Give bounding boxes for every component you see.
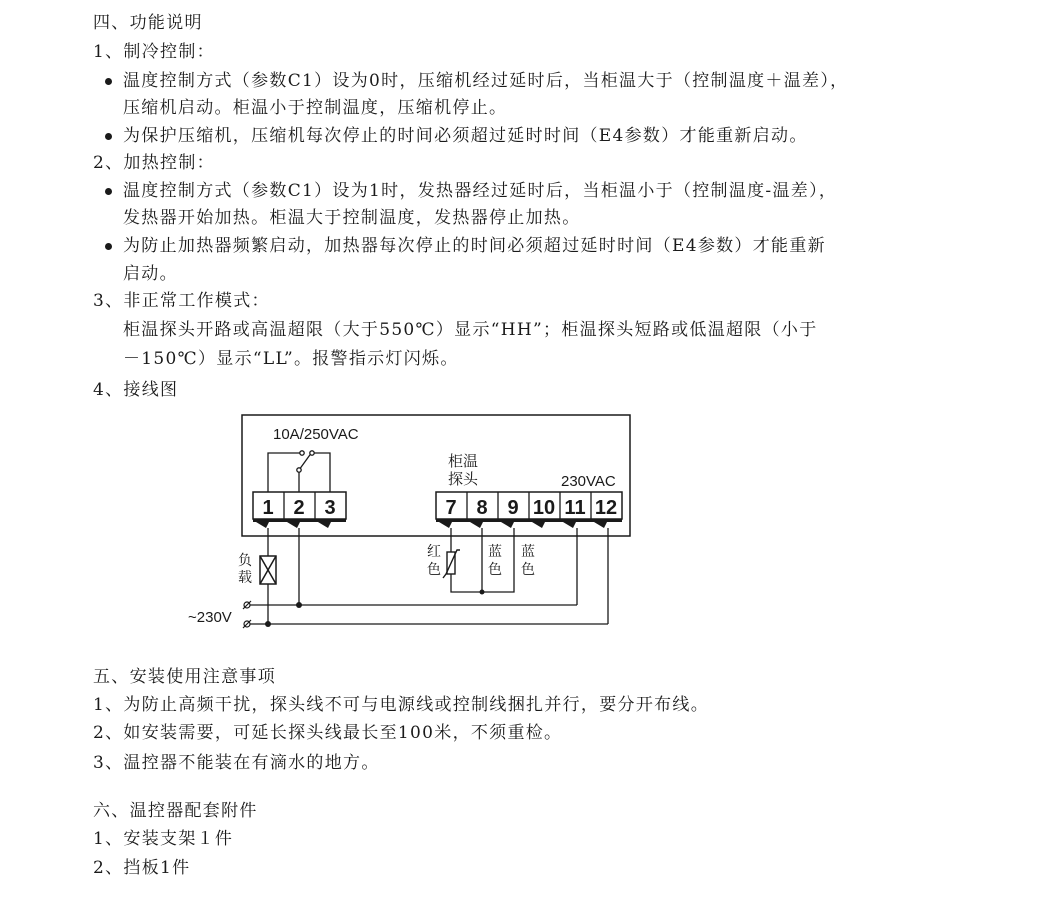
terminal-label-2: 2 xyxy=(293,497,305,519)
mains-input-terminals xyxy=(243,601,268,628)
section-5-heading: 五、安装使用注意事项 xyxy=(93,667,276,687)
cooling-bullet-1-line-1: 温度控制方式（参数C1）设为0时，压缩机经过延时后，当柜温大于（控制温度＋温差）， xyxy=(123,71,849,91)
relay-contact-symbol xyxy=(268,451,330,492)
load-symbol xyxy=(260,556,276,584)
junction-dots xyxy=(265,590,485,628)
cooling-bullet-1-line-2: 压缩机启动。柜温小于控制温度，压缩机停止。 xyxy=(123,98,508,118)
terminal-label-9: 9 xyxy=(507,497,519,519)
terminal-label-12: 12 xyxy=(594,497,618,519)
accessory-item-1: 1、安装支架１件 xyxy=(93,829,234,849)
installation-note-1: 1、为防止高频干扰，探头线不可与电源线或控制线捆扎并行，要分开布线。 xyxy=(93,695,710,715)
heating-bullet-2-line-2: 启动。 xyxy=(123,264,178,284)
installation-note-3: 3、温控器不能装在有滴水的地方。 xyxy=(93,753,380,773)
section-4-heading: 四、功能说明 xyxy=(93,13,203,33)
heating-bullet-2-line-1: 为防止加热器频繁启动，加热器每次停止的时间必须超过延时时间（E4参数）才能重新 xyxy=(123,236,826,256)
accessory-item-2: 2、挡板1件 xyxy=(93,858,191,878)
probe-thermistor-symbol xyxy=(443,550,460,578)
installation-note-2: 2、如安装需要，可延长探头线最长至100米，不须重检。 xyxy=(93,723,563,743)
heating-bullet-1-line-1: 温度控制方式（参数C1）设为1时，发热器经过延时后，当柜温小于（控制温度-温差）， xyxy=(123,181,838,201)
terminal-label-1: 1 xyxy=(262,497,274,519)
wiring-diagram-title: 4、接线图 xyxy=(93,380,179,400)
supply-voltage-label: 230VAC xyxy=(561,473,616,490)
probe-label-1: 柜温 xyxy=(448,452,479,470)
blue-wire-label-4: 色 xyxy=(521,562,535,578)
terminal-label-8: 8 xyxy=(476,497,488,519)
terminal-label-11: 11 xyxy=(564,497,586,519)
terminal-label-3: 3 xyxy=(324,497,336,519)
red-wire-label-1: 红 xyxy=(427,544,441,560)
cooling-control-title: 1、制冷控制： xyxy=(93,42,215,62)
terminal-label-10: 10 xyxy=(532,497,556,519)
abnormal-mode-line-2: －150℃）显示“LL”。报警指示灯闪烁。 xyxy=(123,349,459,369)
load-label-2: 载 xyxy=(238,570,252,586)
blue-wire-label-2: 色 xyxy=(488,562,502,578)
heating-control-title: 2、加热控制： xyxy=(93,153,215,173)
mains-voltage-label: ~230V xyxy=(188,609,232,626)
abnormal-mode-line-1: 柜温探头开路或高温超限（大于550℃）显示“HH”；柜温探头短路或低温超限（小于 xyxy=(123,320,818,340)
heating-bullet-1-line-2: 发热器开始加热。柜温大于控制温度，发热器停止加热。 xyxy=(123,208,581,228)
section-6-heading: 六、温控器配套附件 xyxy=(93,801,258,821)
red-wire-label-2: 色 xyxy=(427,562,441,578)
probe-label-2: 探头 xyxy=(448,470,479,488)
abnormal-mode-title: 3、非正常工作模式： xyxy=(93,291,270,311)
load-label-1: 负 xyxy=(238,553,252,569)
blue-wire-label-1: 蓝 xyxy=(488,544,502,560)
cooling-bullet-2: 为保护压缩机，压缩机每次停止的时间必须超过延时时间（E4参数）才能重新启动。 xyxy=(123,126,808,146)
blue-wire-label-3: 蓝 xyxy=(521,544,535,560)
terminal-label-7: 7 xyxy=(445,497,457,519)
relay-rating-label: 10A/250VAC xyxy=(273,426,359,443)
